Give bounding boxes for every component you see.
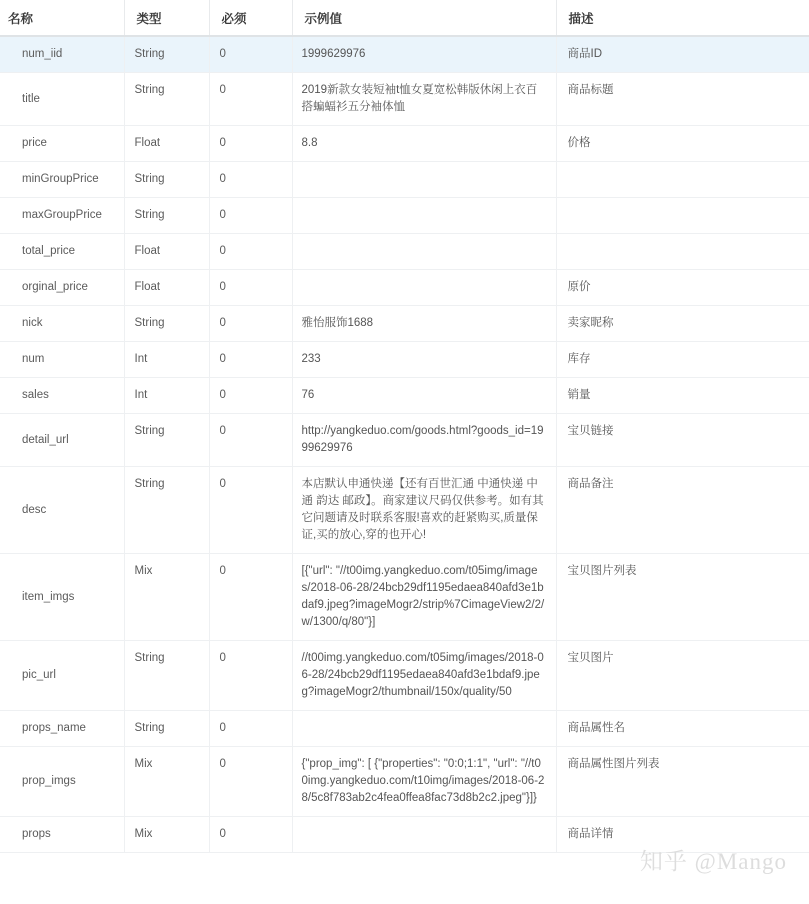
cell-field-type: String	[124, 306, 209, 342]
column-header-example: 示例值	[292, 0, 556, 36]
cell-description	[556, 198, 809, 234]
cell-example: {"prop_img": [ {"properties": "0:0;1:1", "url": "//t00img.yangkeduo.com/t10img/images/2018-06-28/5c8f783ab2c4fea0ffea8fac73d8b2c2.jpeg"}]}	[292, 747, 556, 817]
cell-field-name: orginal_price	[0, 270, 124, 306]
table-row	[0, 414, 809, 467]
cell-field-name: total_price	[0, 234, 124, 270]
cell-description	[556, 234, 809, 270]
table-row	[0, 378, 809, 414]
table-row	[0, 711, 809, 747]
cell-example: //t00img.yangkeduo.com/t05img/images/2018-06-28/24bcb29df1195edaea840afd3e1bdaf9.jpeg?imageMogr2/thumbnail/150x/quality/50	[292, 641, 556, 711]
cell-field-type: String	[124, 73, 209, 126]
cell-description: 商品ID	[556, 36, 809, 73]
table-row	[0, 234, 809, 270]
table-row	[0, 467, 809, 554]
table-header-row	[0, 0, 809, 36]
cell-field-type: String	[124, 198, 209, 234]
table-row	[0, 342, 809, 378]
cell-field-name: num_iid	[0, 36, 124, 73]
cell-description	[556, 162, 809, 198]
cell-required: 0	[209, 342, 292, 378]
watermark: 知乎 @Mango	[639, 849, 787, 874]
cell-field-type: Mix	[124, 817, 209, 853]
cell-description: 卖家昵称	[556, 306, 809, 342]
table-row	[0, 306, 809, 342]
cell-example	[292, 270, 556, 306]
table-row	[0, 198, 809, 234]
cell-field-type: String	[124, 414, 209, 467]
cell-description: 原价	[556, 270, 809, 306]
cell-field-type: Int	[124, 378, 209, 414]
cell-example	[292, 711, 556, 747]
cell-field-type: String	[124, 641, 209, 711]
column-header-type: 类型	[124, 0, 209, 36]
cell-example: 雅怡服饰1688	[292, 306, 556, 342]
cell-example: 1999629976	[292, 36, 556, 73]
cell-field-type: Float	[124, 234, 209, 270]
cell-field-name: nick	[0, 306, 124, 342]
cell-required: 0	[209, 73, 292, 126]
column-header-required: 必须	[209, 0, 292, 36]
table-row	[0, 747, 809, 817]
cell-field-name: prop_imgs	[0, 747, 124, 817]
cell-field-type: String	[124, 711, 209, 747]
cell-description: 宝贝图片	[556, 641, 809, 711]
table-body	[0, 36, 809, 853]
cell-field-name: detail_url	[0, 414, 124, 467]
cell-example	[292, 817, 556, 853]
cell-required: 0	[209, 641, 292, 711]
table-row	[0, 270, 809, 306]
table-row	[0, 73, 809, 126]
column-header-name: 名称	[0, 0, 124, 36]
table-row	[0, 126, 809, 162]
table-row	[0, 36, 809, 73]
cell-required: 0	[209, 711, 292, 747]
cell-field-name: sales	[0, 378, 124, 414]
cell-description: 宝贝链接	[556, 414, 809, 467]
cell-example: 8.8	[292, 126, 556, 162]
cell-field-type: String	[124, 162, 209, 198]
cell-description: 商品属性图片列表	[556, 747, 809, 817]
cell-example: 2019新款女装短袖t恤女夏宽松韩版休闲上衣百搭蝙蝠衫五分袖体恤	[292, 73, 556, 126]
cell-field-name: price	[0, 126, 124, 162]
cell-field-name: pic_url	[0, 641, 124, 711]
cell-field-name: minGroupPrice	[0, 162, 124, 198]
cell-description: 销量	[556, 378, 809, 414]
cell-example: 233	[292, 342, 556, 378]
cell-description: 商品标题	[556, 73, 809, 126]
cell-required: 0	[209, 162, 292, 198]
cell-field-name: item_imgs	[0, 554, 124, 641]
cell-description: 商品详情	[556, 817, 809, 853]
cell-required: 0	[209, 378, 292, 414]
cell-example: [{"url": "//t00img.yangkeduo.com/t05img/images/2018-06-28/24bcb29df1195edaea840afd3e1bdaf9.jpeg?imageMogr2/strip%7CimageView2/2/w/1300/q/80"}]	[292, 554, 556, 641]
cell-required: 0	[209, 554, 292, 641]
cell-field-name: props_name	[0, 711, 124, 747]
cell-field-type: Mix	[124, 747, 209, 817]
cell-example: 本店默认申通快递【还有百世汇通 中通快递 中通 韵达 邮政】。商家建议尺码仅供参考。如有其它问题请及时联系客服!喜欢的赶紧购买,质量保证,买的放心,穿的也开心!	[292, 467, 556, 554]
cell-description: 价格	[556, 126, 809, 162]
cell-field-type: Mix	[124, 554, 209, 641]
cell-field-name: num	[0, 342, 124, 378]
cell-required: 0	[209, 817, 292, 853]
cell-required: 0	[209, 198, 292, 234]
cell-description: 商品备注	[556, 467, 809, 554]
cell-required: 0	[209, 270, 292, 306]
cell-field-name: maxGroupPrice	[0, 198, 124, 234]
cell-example	[292, 198, 556, 234]
cell-required: 0	[209, 306, 292, 342]
column-header-description: 描述	[556, 0, 809, 36]
cell-description: 商品属性名	[556, 711, 809, 747]
cell-description: 宝贝图片列表	[556, 554, 809, 641]
cell-field-type: Float	[124, 126, 209, 162]
table-row	[0, 162, 809, 198]
cell-required: 0	[209, 234, 292, 270]
cell-field-type: String	[124, 36, 209, 73]
cell-required: 0	[209, 747, 292, 817]
cell-field-type: Float	[124, 270, 209, 306]
cell-example	[292, 234, 556, 270]
cell-description: 库存	[556, 342, 809, 378]
cell-required: 0	[209, 36, 292, 73]
cell-field-name: desc	[0, 467, 124, 554]
table-row	[0, 554, 809, 641]
table-row	[0, 817, 809, 853]
cell-example	[292, 162, 556, 198]
cell-required: 0	[209, 467, 292, 554]
cell-field-name: title	[0, 73, 124, 126]
cell-required: 0	[209, 126, 292, 162]
cell-example: 76	[292, 378, 556, 414]
cell-field-type: Int	[124, 342, 209, 378]
table-header	[0, 0, 809, 36]
cell-field-type: String	[124, 467, 209, 554]
cell-required: 0	[209, 414, 292, 467]
cell-example: http://yangkeduo.com/goods.html?goods_id=1999629976	[292, 414, 556, 467]
table-row	[0, 641, 809, 711]
cell-field-name: props	[0, 817, 124, 853]
